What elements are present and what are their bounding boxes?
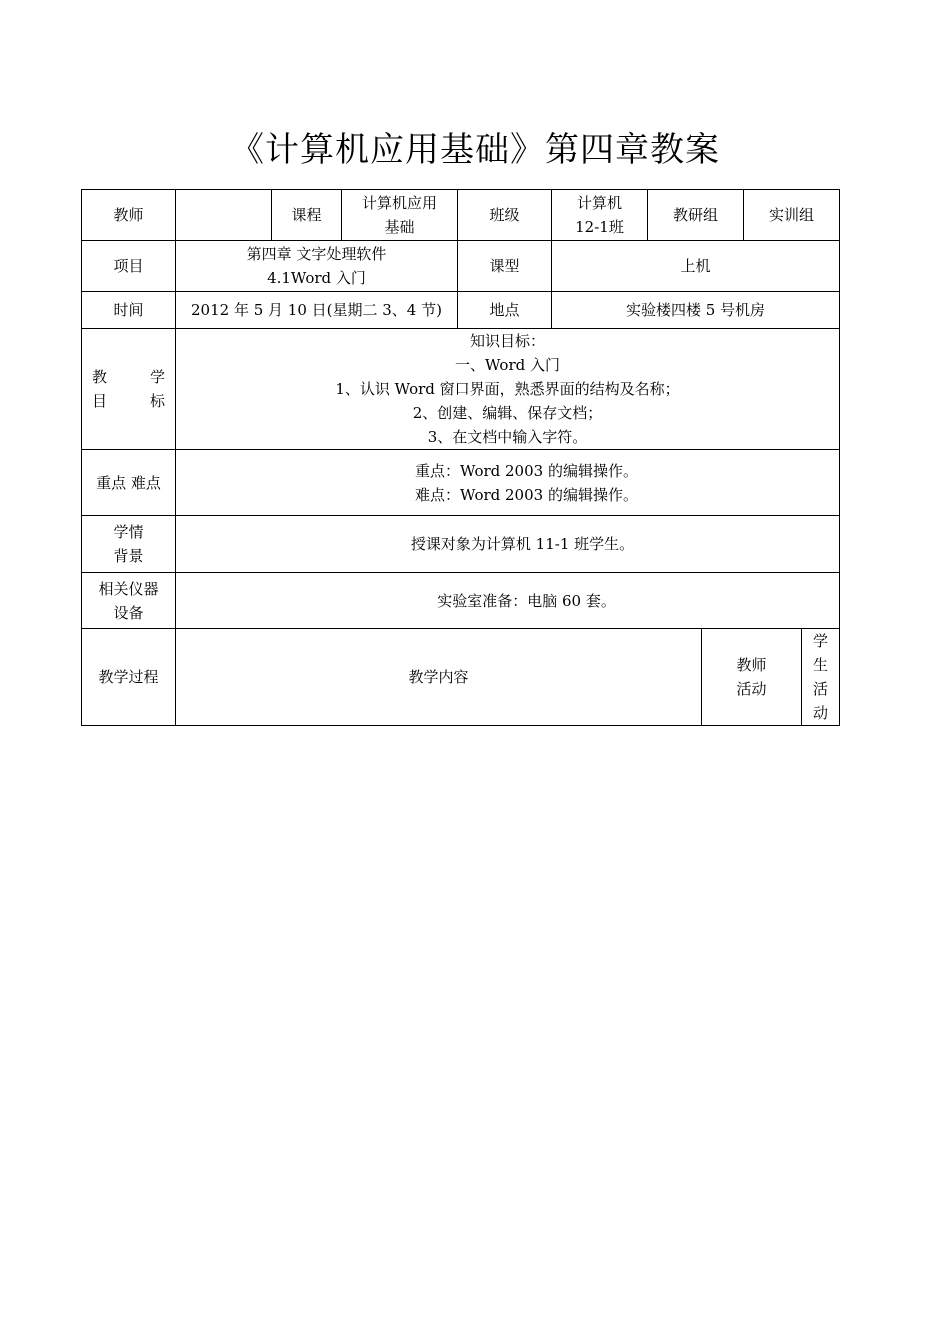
goals-label-a1: 教 — [92, 368, 108, 386]
course-value-line2: 基础 — [384, 218, 415, 236]
process-label: 教学过程 — [82, 629, 176, 726]
table-row — [82, 629, 840, 726]
teacher-activity-line1: 教师 — [736, 656, 767, 674]
project-label: 项目 — [82, 241, 176, 292]
goals-label — [82, 329, 176, 450]
table-row — [82, 450, 840, 516]
course-value-line1: 计算机应用 — [361, 194, 437, 212]
equipment-value: 实验室准备：电脑 60 套。 — [176, 573, 840, 629]
goals-label-a2: 学 — [149, 368, 165, 386]
focus-content — [176, 450, 840, 516]
course-value — [342, 190, 458, 241]
background-label-line1: 学情 — [113, 523, 144, 541]
type-value: 上机 — [552, 241, 840, 292]
goals-line: 3、在文档中输入字符。 — [427, 428, 588, 446]
group-label: 教研组 — [648, 190, 744, 241]
group-value: 实训组 — [744, 190, 840, 241]
focus-line2: 难点：Word 2003 的编辑操作。 — [415, 485, 638, 504]
table-row — [82, 241, 840, 292]
class-value-line1: 计算机 — [576, 194, 622, 212]
place-label: 地点 — [458, 292, 552, 329]
teacher-activity-line2: 活动 — [736, 680, 767, 698]
time-label: 时间 — [82, 292, 176, 329]
type-label: 课型 — [458, 241, 552, 292]
table-row — [82, 329, 840, 450]
class-label: 班级 — [458, 190, 552, 241]
student-activity-label — [802, 629, 840, 726]
content-label: 教学内容 — [176, 629, 702, 726]
project-value — [176, 241, 458, 292]
goals-line: 知识目标： — [470, 332, 546, 350]
goals-line: 一、Word 入门 — [455, 356, 560, 374]
goals-line: 1、认识 Word 窗口界面，熟悉界面的结构及名称； — [335, 380, 680, 398]
table-row — [82, 573, 840, 629]
class-value-line2: 12-1班 — [575, 218, 624, 236]
place-value: 实验楼四楼 5 号机房 — [552, 292, 840, 329]
background-label — [82, 516, 176, 573]
table-row — [82, 516, 840, 573]
equipment-label-line2: 设备 — [113, 603, 144, 622]
teacher-label: 教师 — [82, 190, 176, 241]
goals-label-b1: 目 — [92, 392, 108, 410]
page-title: 《计算机应用基础》第四章教案 — [230, 130, 720, 170]
table-row — [82, 292, 840, 329]
goals-content — [176, 329, 840, 450]
time-value: 2012 年 5 月 10 日(星期二 3、4 节) — [176, 292, 458, 329]
lesson-plan-table — [81, 189, 840, 726]
focus-label: 重点 难点 — [82, 450, 176, 516]
student-activity-line2: 活动 — [813, 680, 829, 722]
goals-line: 2、创建、编辑、保存文档； — [412, 404, 603, 422]
teacher-activity-label — [702, 629, 802, 726]
focus-line1: 重点：Word 2003 的编辑操作。 — [415, 461, 638, 480]
equipment-label-line1: 相关仪器 — [98, 579, 159, 598]
goals-label-b2: 标 — [149, 392, 165, 410]
table-row — [82, 190, 840, 241]
teacher-value — [176, 190, 272, 241]
student-activity-line1: 学生 — [813, 632, 829, 674]
project-value-line1: 第四章 文字处理软件 — [246, 245, 387, 263]
equipment-label — [82, 573, 176, 629]
class-value — [552, 190, 648, 241]
background-value: 授课对象为计算机 11-1 班学生。 — [176, 516, 840, 573]
background-label-line2: 背景 — [113, 547, 144, 565]
course-label: 课程 — [272, 190, 342, 241]
project-value-line2: 4.1Word 入门 — [267, 269, 366, 287]
